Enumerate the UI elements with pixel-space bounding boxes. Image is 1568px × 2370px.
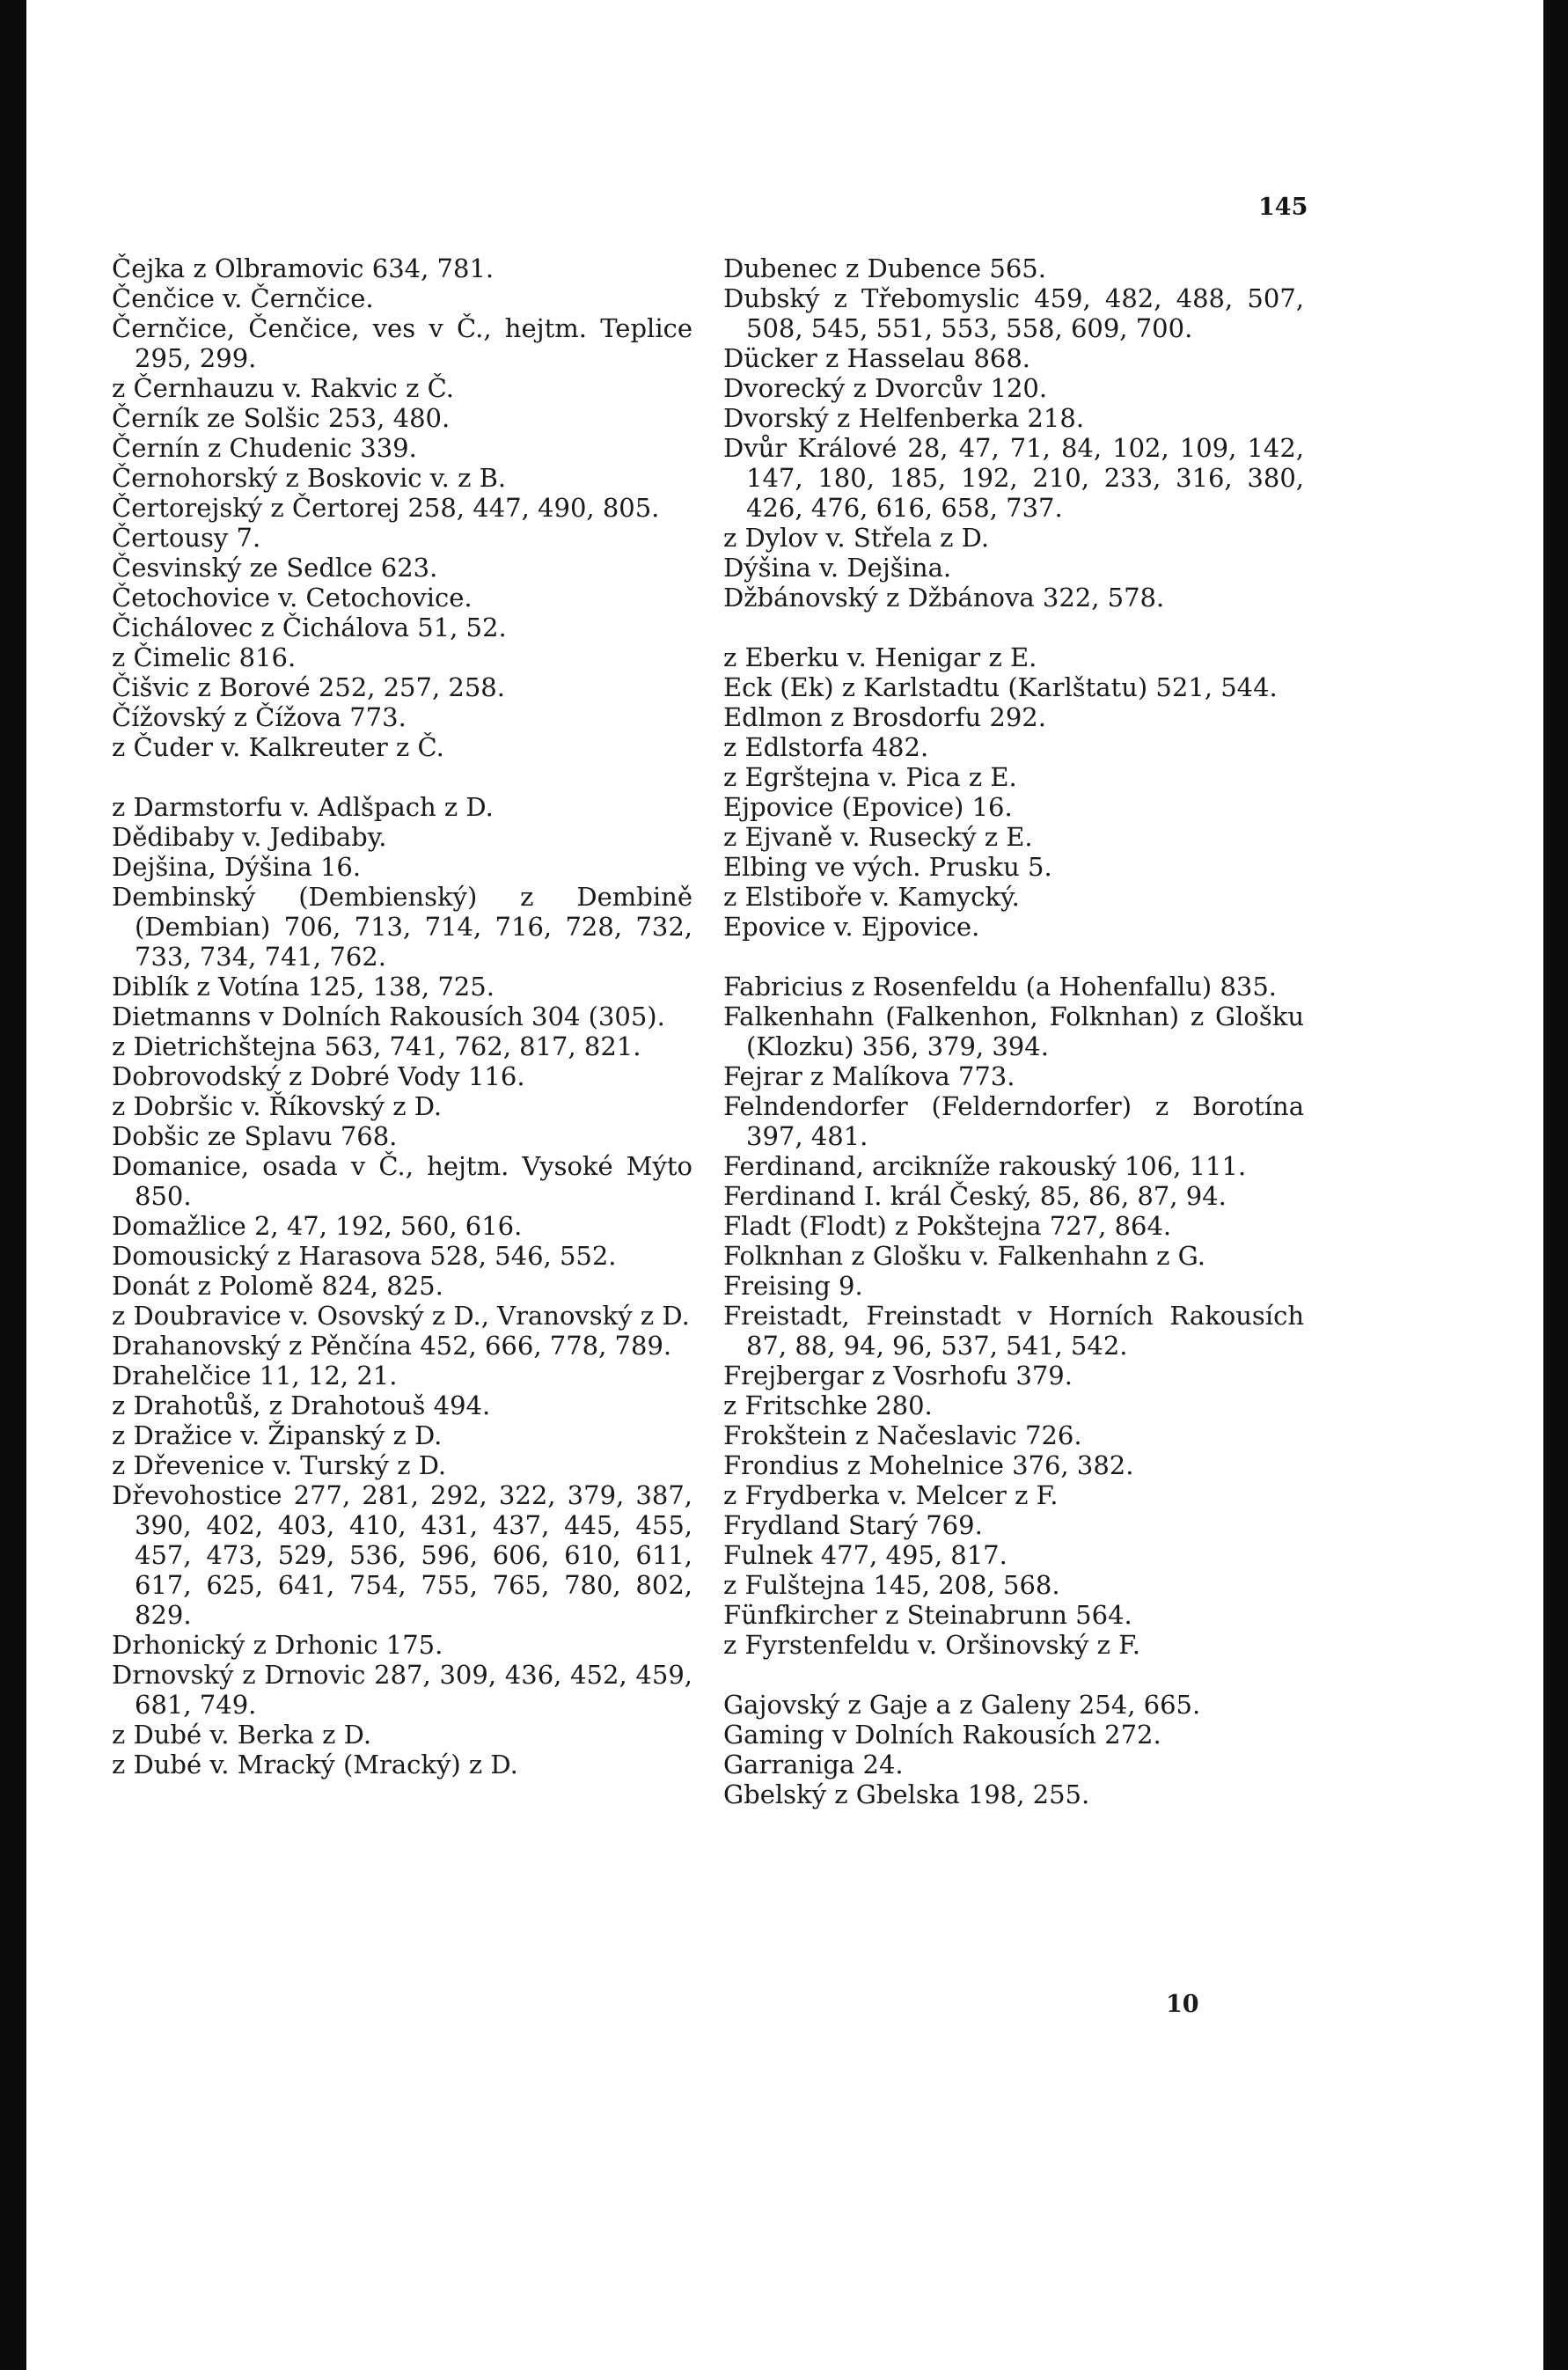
index-entry: z Dietrichštejna 563, 741, 762, 817, 821. xyxy=(112,1031,641,1061)
book-page xyxy=(26,0,1543,2370)
index-entry: Čišvic z Borové 252, 257, 258. xyxy=(112,672,505,702)
index-entry: Čertorejský z Čertorej 258, 447, 490, 805. xyxy=(112,493,660,523)
index-entry: Frondius z Mohelnice 376, 382. xyxy=(723,1450,1134,1480)
index-entry: Felndendorfer (Felderndorfer) z Borotína 397, 481. xyxy=(723,1091,1304,1151)
index-entry: z Dubé v. Mracký (Mracký) z D. xyxy=(112,1750,518,1779)
index-entry: Garraniga 24. xyxy=(723,1750,904,1779)
index-entry: Gbelský z Gbelska 198, 255. xyxy=(723,1779,1090,1809)
index-entry: Domažlice 2, 47, 192, 560, 616. xyxy=(112,1211,523,1241)
index-entry: Frokštein z Načeslavic 726. xyxy=(723,1420,1082,1450)
index-entry: Fulnek 477, 495, 817. xyxy=(723,1540,1007,1570)
index-entry: Falkenhahn (Falkenhon, Folknhan) z Glošku (Klozku) 356, 379, 394. xyxy=(723,1002,1304,1061)
index-entry: Freistadt, Freinstadt v Horních Rakousích 87, 88, 94, 96, 537, 541, 542. xyxy=(723,1301,1304,1361)
index-entry: z Fulštejna 145, 208, 568. xyxy=(723,1570,1060,1600)
section-gap xyxy=(112,762,692,792)
index-entry: Černík ze Solšic 253, 480. xyxy=(112,403,451,433)
index-entry: Dědibaby v. Jedibaby. xyxy=(112,822,387,852)
index-entry: Ferdinand I. král Český, 85, 86, 87, 94. xyxy=(723,1181,1227,1211)
index-entry: Dýšina v. Dejšina. xyxy=(723,553,952,583)
index-entry: Domanice, osada v Č., hejtm. Vysoké Mýto 850. xyxy=(112,1151,692,1211)
index-entry: Dobšic ze Splavu 768. xyxy=(112,1121,398,1151)
index-entry: z Dobršic v. Říkovský z D. xyxy=(112,1091,443,1121)
index-entry: Černčice, Čenčice, ves v Č., hejtm. Teplice 295, 299. xyxy=(112,313,692,373)
index-entry: Donát z Polomě 824, 825. xyxy=(112,1271,443,1301)
index-entry: Drhonický z Drhonic 175. xyxy=(112,1630,443,1660)
index-entry: Česvinský ze Sedlce 623. xyxy=(112,553,438,583)
index-entry: Elbing ve vých. Prusku 5. xyxy=(723,852,1052,882)
index-entry: z Čuder v. Kalkreuter z Č. xyxy=(112,732,444,762)
index-entry: z Doubravice v. Osovský z D., Vranovský z D. xyxy=(112,1301,690,1331)
index-entry: z Ejvaně v. Rusecký z E. xyxy=(723,822,1033,852)
index-entry: z Edlstorfa 482. xyxy=(723,732,929,762)
index-entry: Epovice v. Ejpovice. xyxy=(723,912,980,942)
index-entry: Drahelčice 11, 12, 21. xyxy=(112,1361,398,1390)
index-entry: Diblík z Votína 125, 138, 725. xyxy=(112,972,495,1002)
section-gap xyxy=(723,942,1304,972)
index-entry: z Frydberka v. Melcer z F. xyxy=(723,1480,1059,1510)
index-entry: Četochovice v. Cetochovice. xyxy=(112,583,473,613)
index-entry: Fejrar z Malíkova 773. xyxy=(723,1061,1015,1091)
index-entry: z Fritschke 280. xyxy=(723,1390,933,1420)
index-entry: z Dylov v. Střela z D. xyxy=(723,523,990,553)
index-entry: Dubský z Třebomyslic 459, 482, 488, 507, 508, 545, 551, 553, 558, 609, 700. xyxy=(723,283,1304,343)
index-entry: Drnovský z Drnovic 287, 309, 436, 452, 459, 681, 749. xyxy=(112,1660,692,1720)
index-entry: Edlmon z Brosdorfu 292. xyxy=(723,702,1046,732)
index-entry: Dietmanns v Dolních Rakousích 304 (305). xyxy=(112,1002,665,1031)
index-entry: Gajovský z Gaje a z Galeny 254, 665. xyxy=(723,1690,1201,1720)
index-entry: z Elstiboře v. Kamycký. xyxy=(723,882,1020,912)
section-gap xyxy=(723,613,1304,642)
index-entry: Domousický z Harasova 528, 546, 552. xyxy=(112,1241,617,1271)
index-entry: Dobrovodský z Dobré Vody 116. xyxy=(112,1061,525,1091)
index-entry: Frydland Starý 769. xyxy=(723,1510,983,1540)
index-entry: Eck (Ek) z Karlstadtu (Karlštatu) 521, 544. xyxy=(723,672,1278,702)
index-entry: Fladt (Flodt) z Pokštejna 727, 864. xyxy=(723,1211,1172,1241)
index-entry: Freising 9. xyxy=(723,1271,863,1301)
index-entry: Čížovský z Čížova 773. xyxy=(112,702,407,732)
index-entry: Folknhan z Glošku v. Falkenhahn z G. xyxy=(723,1241,1206,1271)
index-entry: Frejbergar z Vosrhofu 379. xyxy=(723,1361,1073,1390)
index-entry: Černohorský z Boskovic v. z B. xyxy=(112,463,507,493)
index-entry: Drahanovský z Pěnčína 452, 666, 778, 789. xyxy=(112,1331,672,1361)
index-entry: Ferdinand, arcikníže rakouský 106, 111. xyxy=(723,1151,1247,1181)
index-entry: z Egrštejna v. Pica z E. xyxy=(723,762,1017,792)
index-entry: Černín z Chudenic 339. xyxy=(112,433,417,463)
index-entry: z Čimelic 816. xyxy=(112,642,297,672)
signature-mark: 10 xyxy=(1166,1991,1199,2018)
index-entry: Dvorecký z Dvorcův 120. xyxy=(723,373,1048,403)
index-entry: Čejka z Olbramovic 634, 781. xyxy=(112,253,495,283)
section-gap xyxy=(723,1660,1304,1690)
index-entry: z Darmstorfu v. Adlšpach z D. xyxy=(112,792,494,822)
index-entry: Dembinský (Dembienský) z Dembině (Dembian) 706, 713, 714, 716, 728, 732, 733, 734, 741, 762. xyxy=(112,882,692,972)
index-entry: Džbánovský z Džbánova 322, 578. xyxy=(723,583,1165,613)
index-entry: z Drahotůš, z Drahotouš 494. xyxy=(112,1390,491,1420)
index-entry: Dubenec z Dubence 565. xyxy=(723,253,1046,283)
index-entry: Dvorský z Helfenberka 218. xyxy=(723,403,1085,433)
index-entry: Dvůr Králové 28, 47, 71, 84, 102, 109, 142, 147, 180, 185, 192, 210, 233, 316, 380, 426, 476, 616, 658, 737. xyxy=(723,433,1304,523)
index-entry: Dřevohostice 277, 281, 292, 322, 379, 387, 390, 402, 403, 410, 431, 437, 445, 455, 457, 473, 529, 536, 596, 606, 610, 611, 617, 625, 641, 754, 755, 765, 780, 802, 829. xyxy=(112,1480,692,1630)
right-index-column xyxy=(723,253,1304,1809)
index-entry: Ejpovice (Epovice) 16. xyxy=(723,792,1013,822)
index-entry: z Fyrstenfeldu v. Oršinovský z F. xyxy=(723,1630,1140,1660)
index-entry: z Dubé v. Berka z D. xyxy=(112,1720,372,1750)
index-entry: Dejšina, Dýšina 16. xyxy=(112,852,362,882)
index-entry: Čichálovec z Čichálova 51, 52. xyxy=(112,613,507,642)
left-index-column xyxy=(112,253,692,1779)
index-entry: z Černhauzu v. Rakvic z Č. xyxy=(112,373,454,403)
index-entry: z Dřevenice v. Turský z D. xyxy=(112,1450,447,1480)
index-entry: Čenčice v. Černčice. xyxy=(112,283,374,313)
page-number: 145 xyxy=(1258,194,1308,221)
index-entry: Dücker z Hasselau 868. xyxy=(723,343,1031,373)
index-entry: Čertousy 7. xyxy=(112,523,261,553)
index-entry: z Eberku v. Henigar z E. xyxy=(723,642,1037,672)
index-entry: z Dražice v. Žipanský z D. xyxy=(112,1420,443,1450)
index-entry: Fabricius z Rosenfeldu (a Hohenfallu) 835. xyxy=(723,972,1278,1002)
index-entry: Gaming v Dolních Rakousích 272. xyxy=(723,1720,1161,1750)
index-entry: Fünfkircher z Steinabrunn 564. xyxy=(723,1600,1132,1630)
